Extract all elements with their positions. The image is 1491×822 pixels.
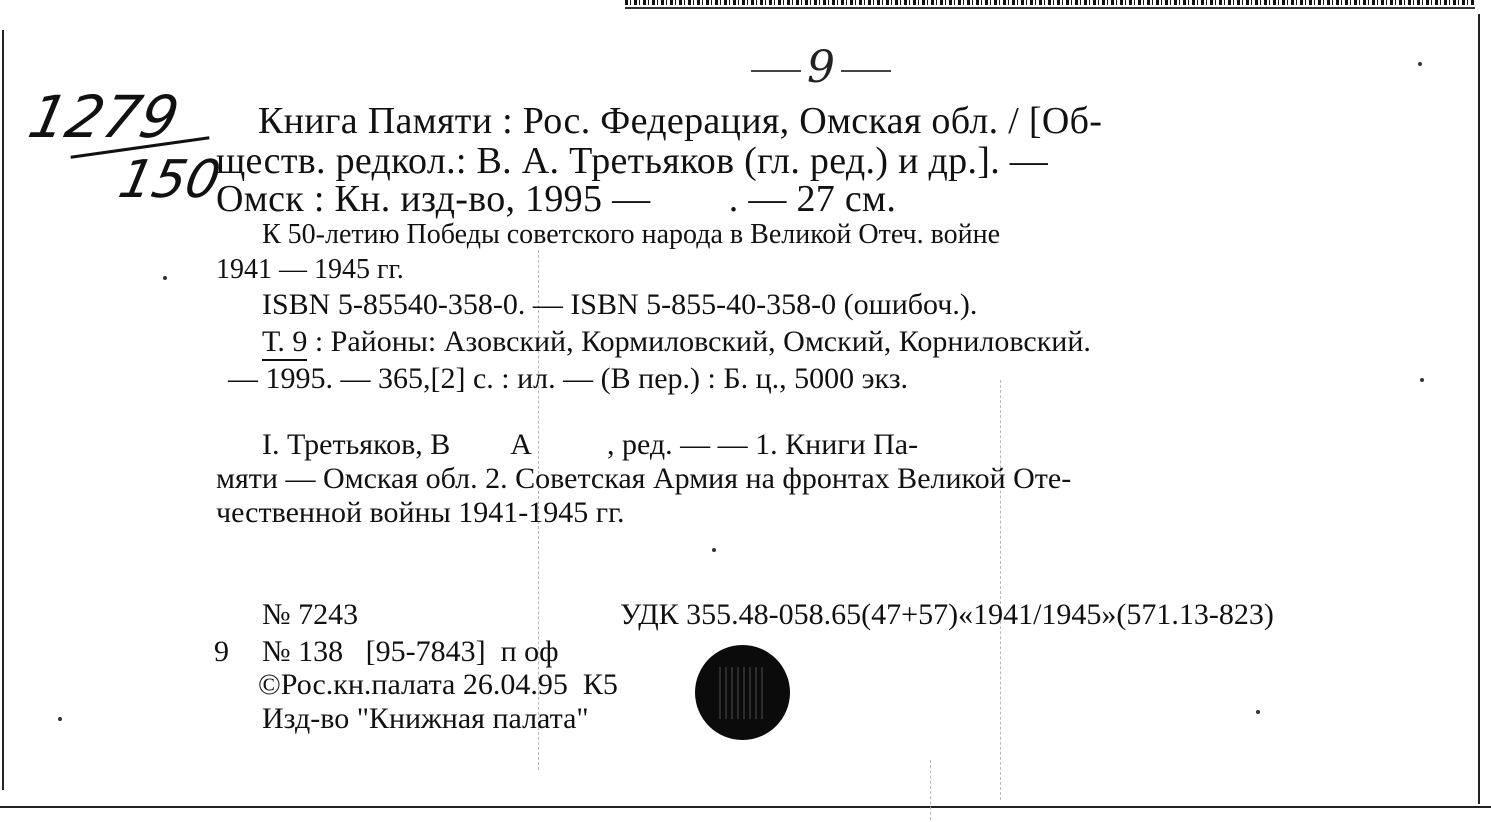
order-number: № 138 [95-7843] п оф bbox=[262, 635, 559, 668]
speck bbox=[1420, 378, 1424, 382]
ink-stamp bbox=[695, 645, 790, 740]
scan-line bbox=[930, 760, 932, 820]
card-right-edge bbox=[1478, 14, 1480, 804]
card-bottom-edge bbox=[0, 806, 1491, 808]
shelfmark-top: 1279 bbox=[22, 83, 185, 151]
title-line-1: Книга Памяти : Рос. Федерация, Омская обл. / [Об- bbox=[258, 100, 1103, 142]
udk-code: УДК 355.48-058.65(47+57)«1941/1945»(571.13-823) bbox=[620, 598, 1274, 631]
speck bbox=[163, 276, 167, 280]
note-line-1: К 50-летию Победы советского народа в Великой Отеч. войне bbox=[262, 219, 1001, 250]
page-number-dash bbox=[751, 70, 801, 72]
shelfmark-bottom: 150 bbox=[113, 150, 226, 210]
page-number bbox=[745, 42, 897, 93]
speck bbox=[1418, 62, 1422, 66]
scan-line bbox=[1000, 380, 1002, 800]
card-top-rule bbox=[625, 7, 1475, 9]
subject-line-2: мяти — Омская обл. 2. Советская Армия на фронтах Великой Оте- bbox=[216, 462, 1072, 495]
speck bbox=[712, 548, 716, 552]
card-left-edge bbox=[2, 30, 4, 790]
subject-line-3: чественной войны 1941-1945 гг. bbox=[216, 496, 625, 529]
page-number-value: 9 bbox=[807, 42, 835, 93]
title-line-3: Омск : Кн. изд-во, 1995 — . — 27 см. bbox=[216, 178, 897, 220]
volume-line bbox=[262, 327, 1091, 357]
volume-districts: : Районы: Азовский, Кормиловский, Омский, Корниловский. bbox=[307, 325, 1091, 358]
record-number: № 7243 bbox=[262, 598, 359, 631]
volume-details-line: — 1995. — 365,[2] с. : ил. — (В пер.) : Б. ц., 5000 экз. bbox=[228, 362, 909, 395]
card-top-edge bbox=[625, 0, 1475, 5]
subject-line-1: I. Третьяков, В А , ред. — — 1. Книги Па- bbox=[262, 428, 919, 461]
volume-label: Т. 9 bbox=[262, 325, 307, 361]
publisher-line: Изд-во "Книжная палата" bbox=[262, 702, 589, 735]
page-number-dash bbox=[841, 70, 891, 72]
speck bbox=[58, 717, 62, 721]
note-line-2: 1941 — 1945 гг. bbox=[216, 254, 404, 285]
title-line-2: ществ. редкол.: В. А. Третьяков (гл. ред.) и др.]. — bbox=[216, 140, 1049, 182]
volume-prefix: 9 bbox=[214, 635, 229, 668]
speck bbox=[1256, 710, 1260, 714]
copyright-line: ©Рос.кн.палата 26.04.95 К5 bbox=[258, 668, 618, 701]
isbn-line: ISBN 5-85540-358-0. — ISBN 5-855-40-358-0 (ошибоч.). bbox=[262, 288, 978, 321]
